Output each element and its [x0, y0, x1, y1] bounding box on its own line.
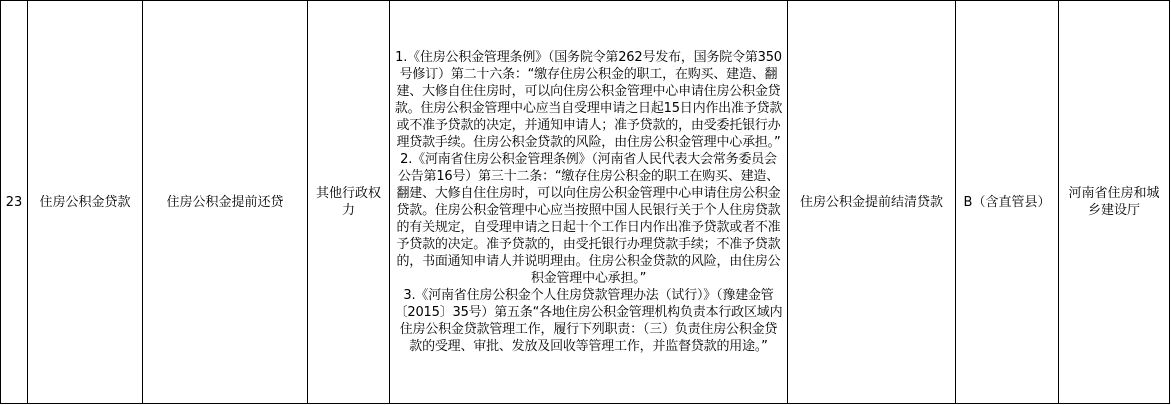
legal-basis-paragraph-1: 1.《住房公积金管理条例》（国务院令第262号发布，国务院令第350号修订）第二十六条：“缴存住房公积金的职工，在购买、建造、翻建、大修自住住房时，可以向住房公积金管理中心申请住房公积金贷款。住房公积金管理中心应当自受理申请之日起15日内作出准予贷款或不准予贷款的决定，并通知申请人；准予贷款的，由受委托银行办理贷款手续。住房公积金贷款的风险，由住房公积金管理中心承担。”: [394, 50, 783, 150]
main-item-cell: 住房公积金贷款: [28, 1, 143, 404]
legal-basis-paragraph-2: 2.《河南省住房公积金管理条例》（河南省人民代表大会常务委员会公告第16号）第三十二条：“缴存住房公积金的职工在购买、建造、翻建、大修自住住房时，可以向住房公积金管理中心申请住房公积金贷款。住房公积金管理中心应当按照中国人民银行关于个人住房贷款的有关规定，自受理申请之日起十个工作日内作出准予贷款或者不准予贷款的决定。准予贷款的，由受托银行办理贷款手续；不准予贷款的，书面通知申请人并说明理由。住房公积金贷款的风险，由住房公积金管理中心承担。”: [396, 152, 781, 286]
table-row: [1, 1, 1170, 404]
legal-basis-cell: [390, 1, 788, 404]
legal-basis-paragraph-3: 3.《河南省住房公积金个人住房贷款管理办法（试行）》（豫建金管〔2015〕35号）第五条“各地住房公积金管理机构负责本行政区域内住房公积金贷款管理工作，履行下列职责：（三）负责住房公积金贷款的受理、审批、发放及回收等管理工作，并监督贷款的用途。”: [394, 288, 783, 354]
sub-item-cell: 住房公积金提前还贷: [143, 1, 308, 404]
handling-item-cell: 住房公积金提前结清贷款: [788, 1, 956, 404]
department-cell: 河南省住房和城乡建设厅: [1059, 1, 1170, 404]
category-cell: 其他行政权力: [308, 1, 390, 404]
level-cell: B（含直管县）: [956, 1, 1059, 404]
row-index-cell: 23: [1, 1, 28, 404]
